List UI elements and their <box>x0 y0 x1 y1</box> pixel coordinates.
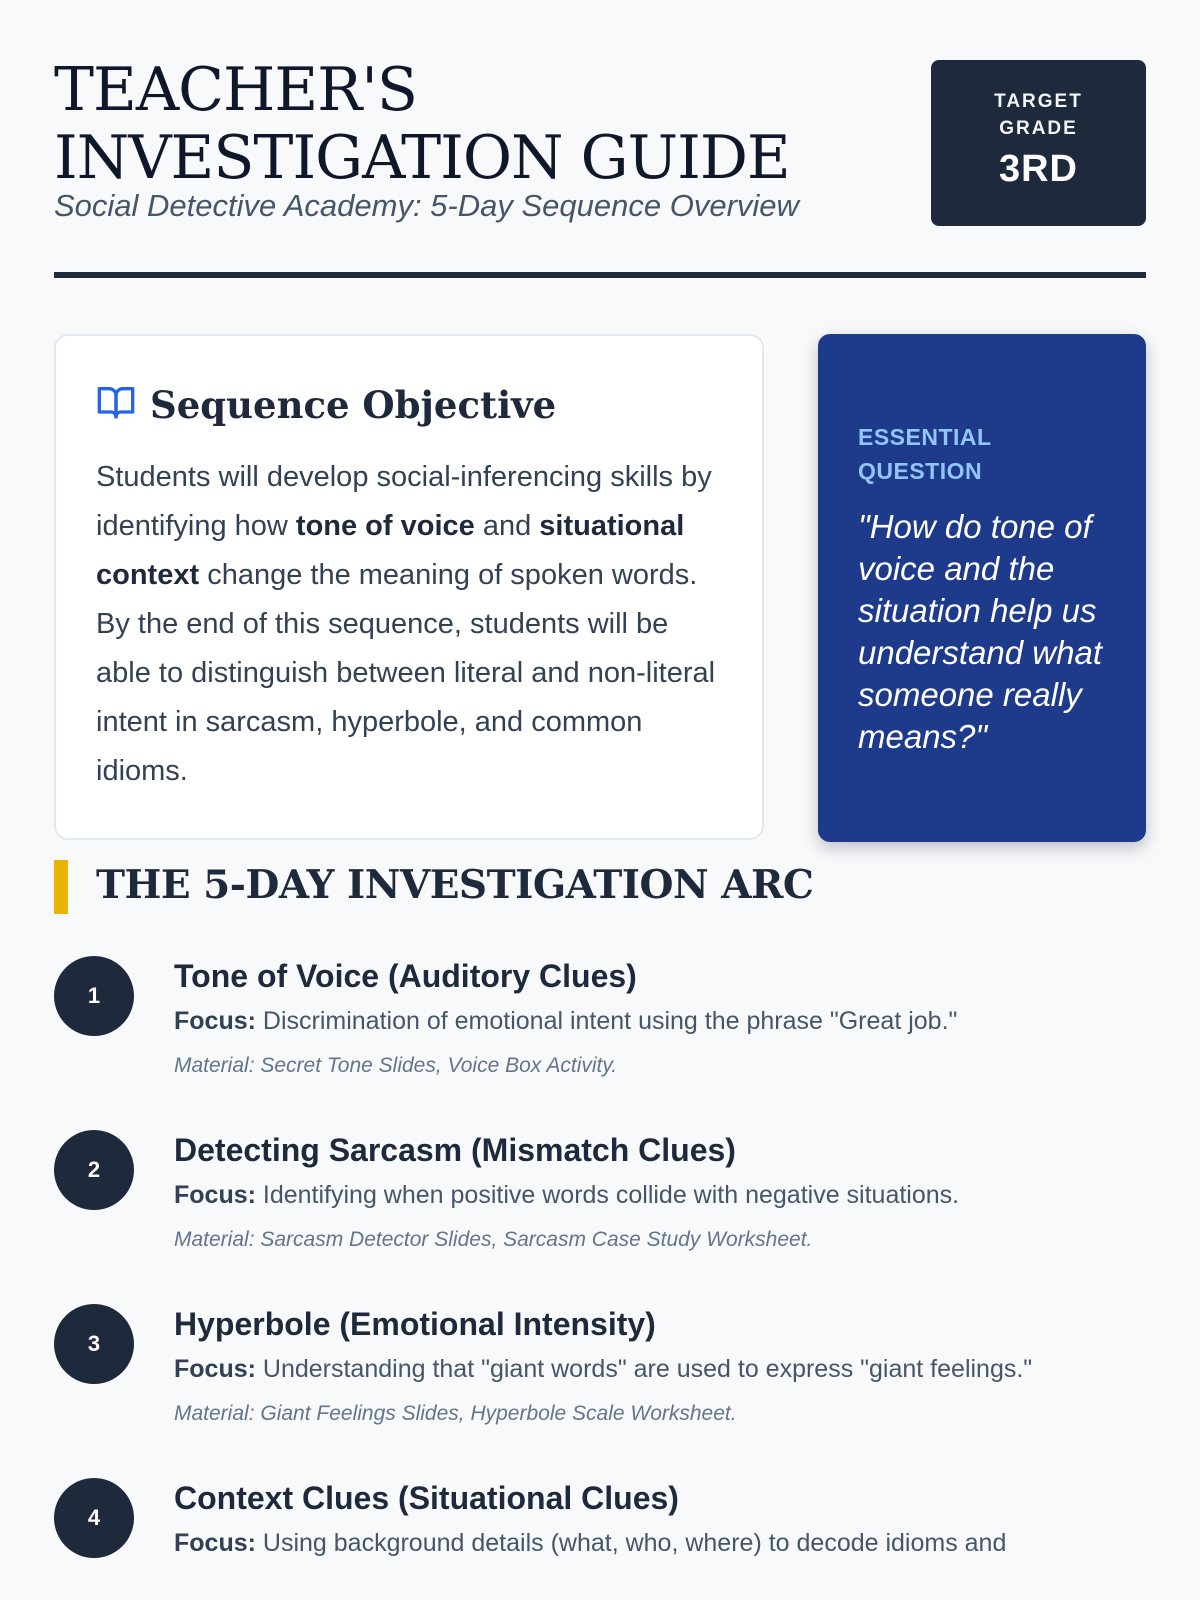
arc-accent-bar <box>54 860 68 914</box>
objective-header <box>96 382 722 427</box>
day-focus: Focus: Identifying when positive words collide with negative situations. <box>174 1181 960 1209</box>
day-number-badge: 3 <box>54 1304 134 1384</box>
day-number-badge: 4 <box>54 1478 134 1558</box>
day-number-badge: 2 <box>54 1130 134 1210</box>
bold-situational-context: situational context <box>96 510 685 591</box>
target-grade-label: TARGET GRADE <box>994 91 1083 139</box>
day-material: Material: Giant Feelings Slides, Hyperbole Scale Worksheet. <box>174 1402 737 1425</box>
overview-cards <box>54 280 1146 850</box>
header-divider <box>54 272 1146 278</box>
day-title: Detecting Sarcasm (Mismatch Clues) <box>174 1132 736 1168</box>
sequence-objective-card <box>54 334 764 840</box>
day-number-badge: 1 <box>54 956 134 1036</box>
page-subtitle: Social Detective Academy: 5-Day Sequence Overview <box>54 188 799 223</box>
day-title: Context Clues (Situational Clues) <box>174 1480 679 1516</box>
essential-question-card <box>818 334 1146 842</box>
day-material: Material: Secret Tone Slides, Voice Box Activity. <box>174 1054 618 1077</box>
target-grade-value: 3RD <box>998 148 1079 190</box>
day-title: Tone of Voice (Auditory Clues) <box>174 958 637 994</box>
day-content <box>174 1480 1146 1558</box>
objective-text: Students will develop social-inferencing skills by identifying how tone of voice and situational context change the meaning of spoken words. By the end of this sequence, students will be able to distinguish between literal and non-literal intent in sarcasm, hyperbole, and common idioms. <box>96 461 716 787</box>
day-item <box>54 1478 1146 1600</box>
arc-section-header <box>54 860 1146 956</box>
day-item <box>54 1130 1146 1304</box>
day-content <box>174 1306 1146 1426</box>
objective-title: Sequence Objective <box>150 382 557 427</box>
essential-question-text: "How do tone of voice and the situation help us understand what someone really means?" <box>858 508 1103 755</box>
bold-tone-of-voice: tone of voice <box>295 510 475 542</box>
day-focus: Focus: Understanding that "giant words" are used to express "giant feelings." <box>174 1355 1033 1383</box>
day-material: Material: Sarcasm Detector Slides, Sarcasm Case Study Worksheet. <box>174 1228 813 1251</box>
page-title: TEACHER'S INVESTIGATION GUIDE <box>54 55 790 193</box>
day-item <box>54 1304 1146 1478</box>
day-focus: Focus: Using background details (what, who, where) to decode idioms and <box>174 1529 1007 1557</box>
day-content <box>174 1132 1146 1252</box>
essential-question-label: ESSENTIAL QUESTION <box>858 424 992 484</box>
day-item <box>54 956 1146 1130</box>
day-focus: Focus: Discrimination of emotional intent using the phrase "Great job." <box>174 1007 958 1035</box>
arc-title: THE 5-DAY INVESTIGATION ARC <box>96 862 814 908</box>
day-content <box>174 958 1146 1078</box>
book-open-icon <box>96 382 136 427</box>
header <box>54 0 1146 280</box>
day-title: Hyperbole (Emotional Intensity) <box>174 1306 656 1342</box>
target-grade-badge <box>931 60 1146 226</box>
